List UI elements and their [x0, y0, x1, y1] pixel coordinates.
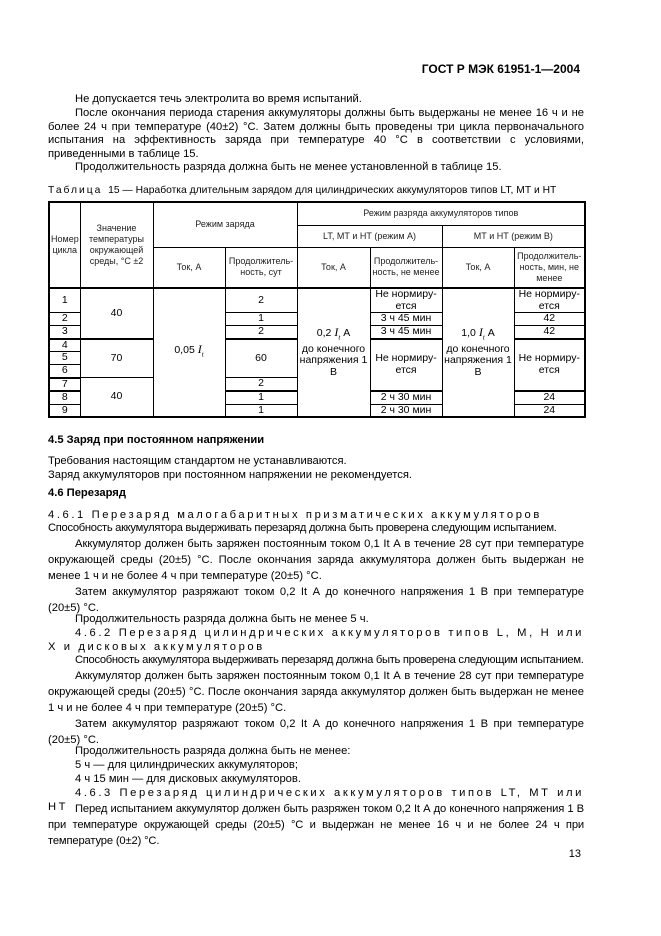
a-duration-cell: Не нормиру-ется [370, 339, 442, 392]
a-duration-cell: 2 ч 30 мин [370, 391, 442, 404]
header-charge-current: Ток, А [153, 247, 225, 288]
paragraph: Затем аккумулятор разряжают током 0,2 It А до конечного напряжения 1 В при температуре (20±5) °С. [48, 586, 584, 614]
b-duration-cell: 42 [514, 326, 585, 339]
b-current-cell [442, 288, 514, 417]
header-discharge: Режим разряда аккумуляторов типов [297, 202, 585, 225]
b-duration-cell: Не нормиру-ется [514, 288, 585, 313]
section-title-4-6-3: 4.6.3 Перезаряд цилиндрических аккумуляторов типов LT, МТ или НТ [48, 787, 584, 813]
a-duration-cell: 2 ч 30 мин [370, 404, 442, 417]
page-number: 13 [568, 848, 581, 860]
paragraph: Затем аккумулятор разряжают током 0,2 It А до конечного напряжения 1 В при температуре (20±5) °С. [48, 718, 584, 746]
b-duration-cell: 24 [514, 391, 585, 404]
section-title-4-5: 4.5 Заряд при постоянном напряжении [48, 434, 265, 446]
cycle-cell: 2 [49, 313, 80, 326]
paragraph: Аккумулятор должен быть заряжен постоянным током 0,1 It А в течение 28 сут при температуре окружающей среды (20±5) °С. После окончания заряда аккумулятора должен быть выдержан не менее 1 ч и не более 4 ч при температуре (20±5) °С. [48, 538, 584, 582]
caption-text: 15 — Наработка длительным зарядом для цилиндрических аккумуляторов типов LT, МТ и НТ [108, 185, 557, 196]
paragraph: Продолжительность разряда должна быть не менее: [75, 745, 351, 757]
paragraph: Перед испытанием аккумулятор должен быть разряжен током 0,2 It А до конечного напряжения 1 В при температуре окружающей среды (20±5) °С и выдержан не менее 16 ч и не более 24 ч при температуре (0±2) °С. [48, 803, 584, 847]
table-caption [48, 185, 556, 196]
charge-current-value: 0,05 [174, 344, 195, 357]
cycle-cell: 5 [49, 352, 80, 365]
section-title-4-6-1: 4.6.1 Перезаряд малогабаритных призматических аккумуляторов [48, 509, 542, 521]
table-row [49, 288, 585, 313]
paragraph: Продолжительность разряда должна быть не менее установленной в таблице 15. [75, 161, 502, 173]
header-charge-duration: Продолжитель-ность, сут [225, 247, 297, 288]
b-current-unit: А [487, 326, 495, 339]
document-header: ГОСТ Р МЭК 61951-1—2004 [421, 62, 580, 76]
paragraph: Аккумулятор должен быть заряжен постоянным током 0,1 It А в течение 28 сут при температуре окружающей среды (20±5) °С. После окончания заряда аккумулятор должен быть выдержан не менее 1 ч и не более 4 ч при температуре (20±5) °С. [48, 670, 584, 714]
section-title-4-6: 4.6 Перезаряд [48, 487, 126, 499]
charge-duration-cell: 2 [225, 378, 297, 392]
charge-duration-cell: 2 [225, 326, 297, 339]
header-mode-b: МТ и НТ (режим В) [442, 225, 585, 247]
header-b-duration: Продолжитель-ность, мин, не менее [514, 247, 585, 288]
b-duration-cell: 42 [514, 313, 585, 326]
cycle-cell: 6 [49, 365, 80, 378]
it-symbol: $I_t$ [197, 342, 204, 359]
paragraph: Заряд аккумуляторов при постоянном напряжении не рекомендуется. [48, 469, 413, 481]
header-a-current: Ток, А [297, 247, 370, 288]
paragraph: Не допускается течь электролита во время испытаний. [75, 93, 362, 105]
header-b-current: Ток, А [442, 247, 514, 288]
header-charge: Режим заряда [153, 202, 297, 247]
list-item: 4 ч 15 мин — для дисковых аккумуляторов. [75, 773, 301, 785]
charge-duration-cell: 1 [225, 313, 297, 326]
it-symbol: $I_t$ [478, 324, 485, 342]
paragraph: Требования настоящим стандартом не устанавливаются. [48, 455, 347, 467]
a-current-cell [297, 288, 370, 417]
header-mode-a: LT, МТ и НТ (режим А) [297, 225, 442, 247]
a-current-unit: А [343, 326, 351, 339]
charge-duration-cell: 2 [225, 288, 297, 313]
it-symbol: $I_t$ [334, 324, 341, 342]
charge-duration-cell: 1 [225, 404, 297, 417]
b-duration-cell: Не нормиру-ется [514, 339, 585, 392]
paragraph: Способность аккумулятора выдерживать перезаряд должна быть проверена следующим испытанием. [48, 522, 557, 534]
cycle-cell: 4 [49, 339, 80, 352]
caption-label: Таблица [48, 185, 103, 196]
cycle-cell: 7 [49, 378, 80, 392]
b-current-value: 1,0 [461, 326, 476, 339]
a-duration-cell: Не нормиру-ется [370, 288, 442, 313]
cycle-cell: 8 [49, 391, 80, 404]
a-current-note: до конечного напряжения 1 В [299, 342, 368, 378]
cycle-cell: 9 [49, 404, 80, 417]
temp-cell: 70 [80, 339, 153, 378]
temp-cell: 40 [80, 288, 153, 339]
a-duration-cell: 3 ч 45 мин [370, 313, 442, 326]
section-title-4-6-2: 4.6.2 Перезаряд цилиндрических аккумуляторов типов L, М, Н или Х и дисковых аккумуляторов [48, 627, 584, 653]
paragraph: Способность аккумулятора выдерживать перезаряд должна быть проверена следующим испытанием. [75, 654, 584, 666]
list-item: 5 ч — для цилиндрических аккумуляторов; [75, 759, 298, 771]
header-cycle: Номер цикла [49, 202, 80, 288]
a-duration-cell: 3 ч 45 мин [370, 326, 442, 339]
cycle-cell: 1 [49, 288, 80, 313]
table-15 [48, 201, 586, 418]
b-current-note: до конечного напряжения 1 В [444, 342, 512, 378]
paragraph: После окончания периода старения аккумуляторы должны быть выдержаны не менее 16 ч и не более 24 ч при температуре (40±2) °С. Затем должны быть проведены три цикла первоначального испытания на эффективность заряда при температуре 40 °С в соответствии с условиями, приведенными в таблице 15. [48, 107, 584, 160]
charge-duration-cell: 60 [225, 339, 297, 378]
paragraph: Продолжительность разряда должна быть не менее 5 ч. [75, 613, 369, 625]
temp-cell: 40 [80, 378, 153, 418]
header-a-duration: Продолжитель-ность, не менее [370, 247, 442, 288]
a-current-value: 0,2 [316, 326, 332, 339]
charge-current-cell [153, 288, 225, 417]
charge-duration-cell: 1 [225, 391, 297, 404]
b-duration-cell: 24 [514, 404, 585, 417]
header-temp: Значение температуры окружающей среды, °С ±2 [80, 202, 153, 288]
cycle-cell: 3 [49, 326, 80, 339]
